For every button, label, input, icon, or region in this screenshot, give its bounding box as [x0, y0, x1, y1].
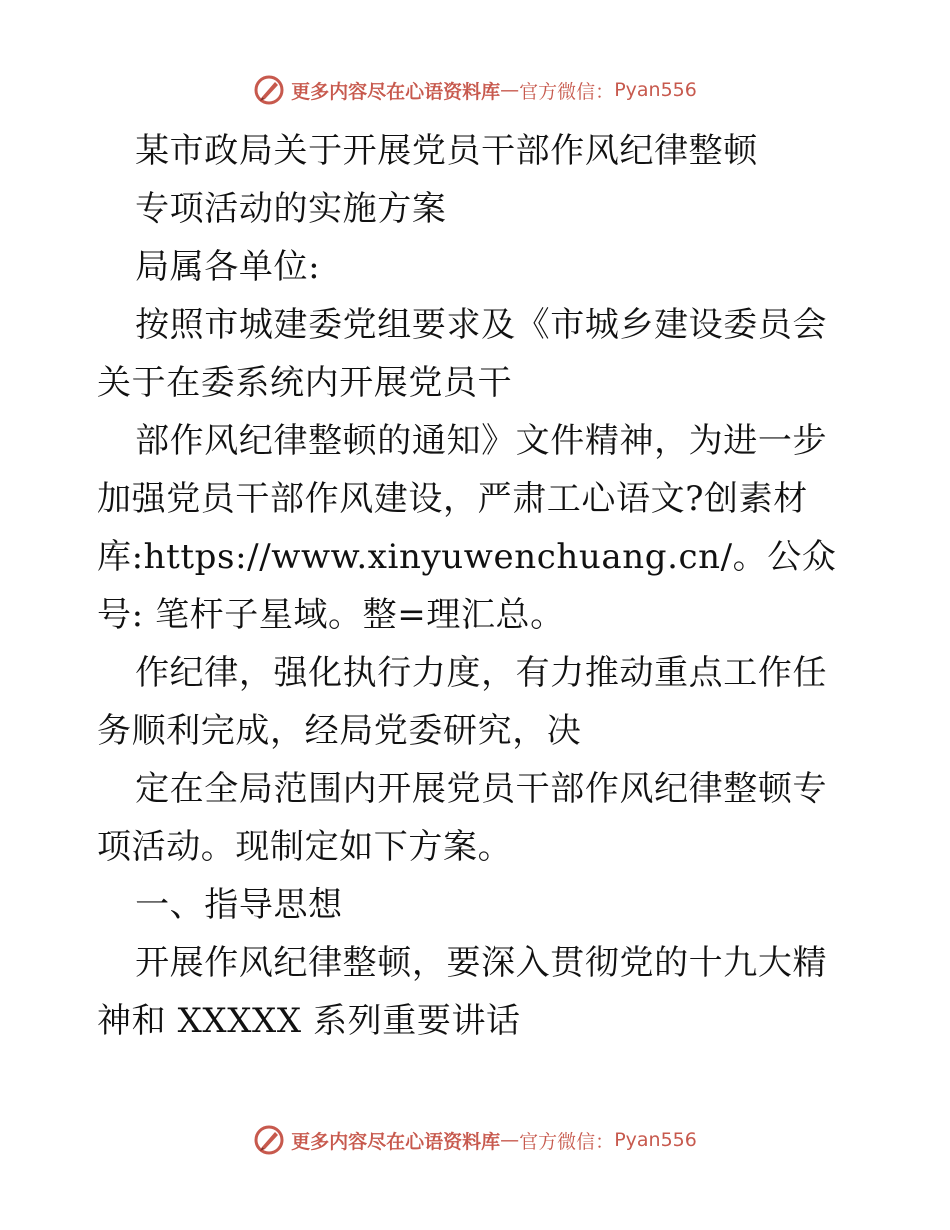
section-heading: 一、指导思想 — [135, 885, 343, 925]
body-paragraph: 定在全局范围内开展党员干部作风纪律整顿专项活动。现制定如下方案。 — [97, 769, 828, 867]
quill-pen-circle-icon — [253, 1124, 285, 1156]
document-body — [97, 122, 855, 1050]
quill-pen-circle-icon — [253, 74, 285, 106]
body-paragraph: 部作风纪律整顿的通知》文件精神，为进一步加强党员干部作风建设，严肃工心语文?创素材库:https://www.xinyuwenchuang.cn/。公众号: 笔杆子星域。整=理汇总。 — [97, 421, 837, 635]
banner-main-text: 更多内容尽在心语资料库 — [291, 1130, 501, 1153]
body-paragraph: 按照市城建委党组要求及《市城乡建设委员会关于在委系统内开展党员干 — [97, 305, 828, 403]
banner-wechat-id: Pyan556 — [614, 1129, 697, 1151]
banner-wechat-label: 官方微信： — [519, 1130, 615, 1153]
header-watermark-banner — [0, 70, 950, 110]
footer-watermark-banner — [0, 1120, 950, 1160]
banner-wechat-id: Pyan556 — [614, 79, 697, 101]
addressee: 局属各单位: — [135, 247, 321, 287]
body-paragraph: 开展作风纪律整顿，要深入贯彻党的十九大精神和 XXXXX 系列重要讲话 — [97, 943, 828, 1041]
document-title-line-1: 某市政局关于开展党员干部作风纪律整顿 — [135, 131, 758, 171]
banner-wechat-label: 官方微信： — [519, 80, 615, 103]
document-title-line-2: 专项活动的实施方案 — [135, 189, 447, 229]
banner-main-text: 更多内容尽在心语资料库 — [291, 80, 501, 103]
banner-separator: — — [500, 79, 520, 101]
banner-separator: — — [500, 1129, 520, 1151]
body-paragraph: 作纪律，强化执行力度，有力推动重点工作任务顺利完成，经局党委研究，决 — [97, 653, 828, 751]
